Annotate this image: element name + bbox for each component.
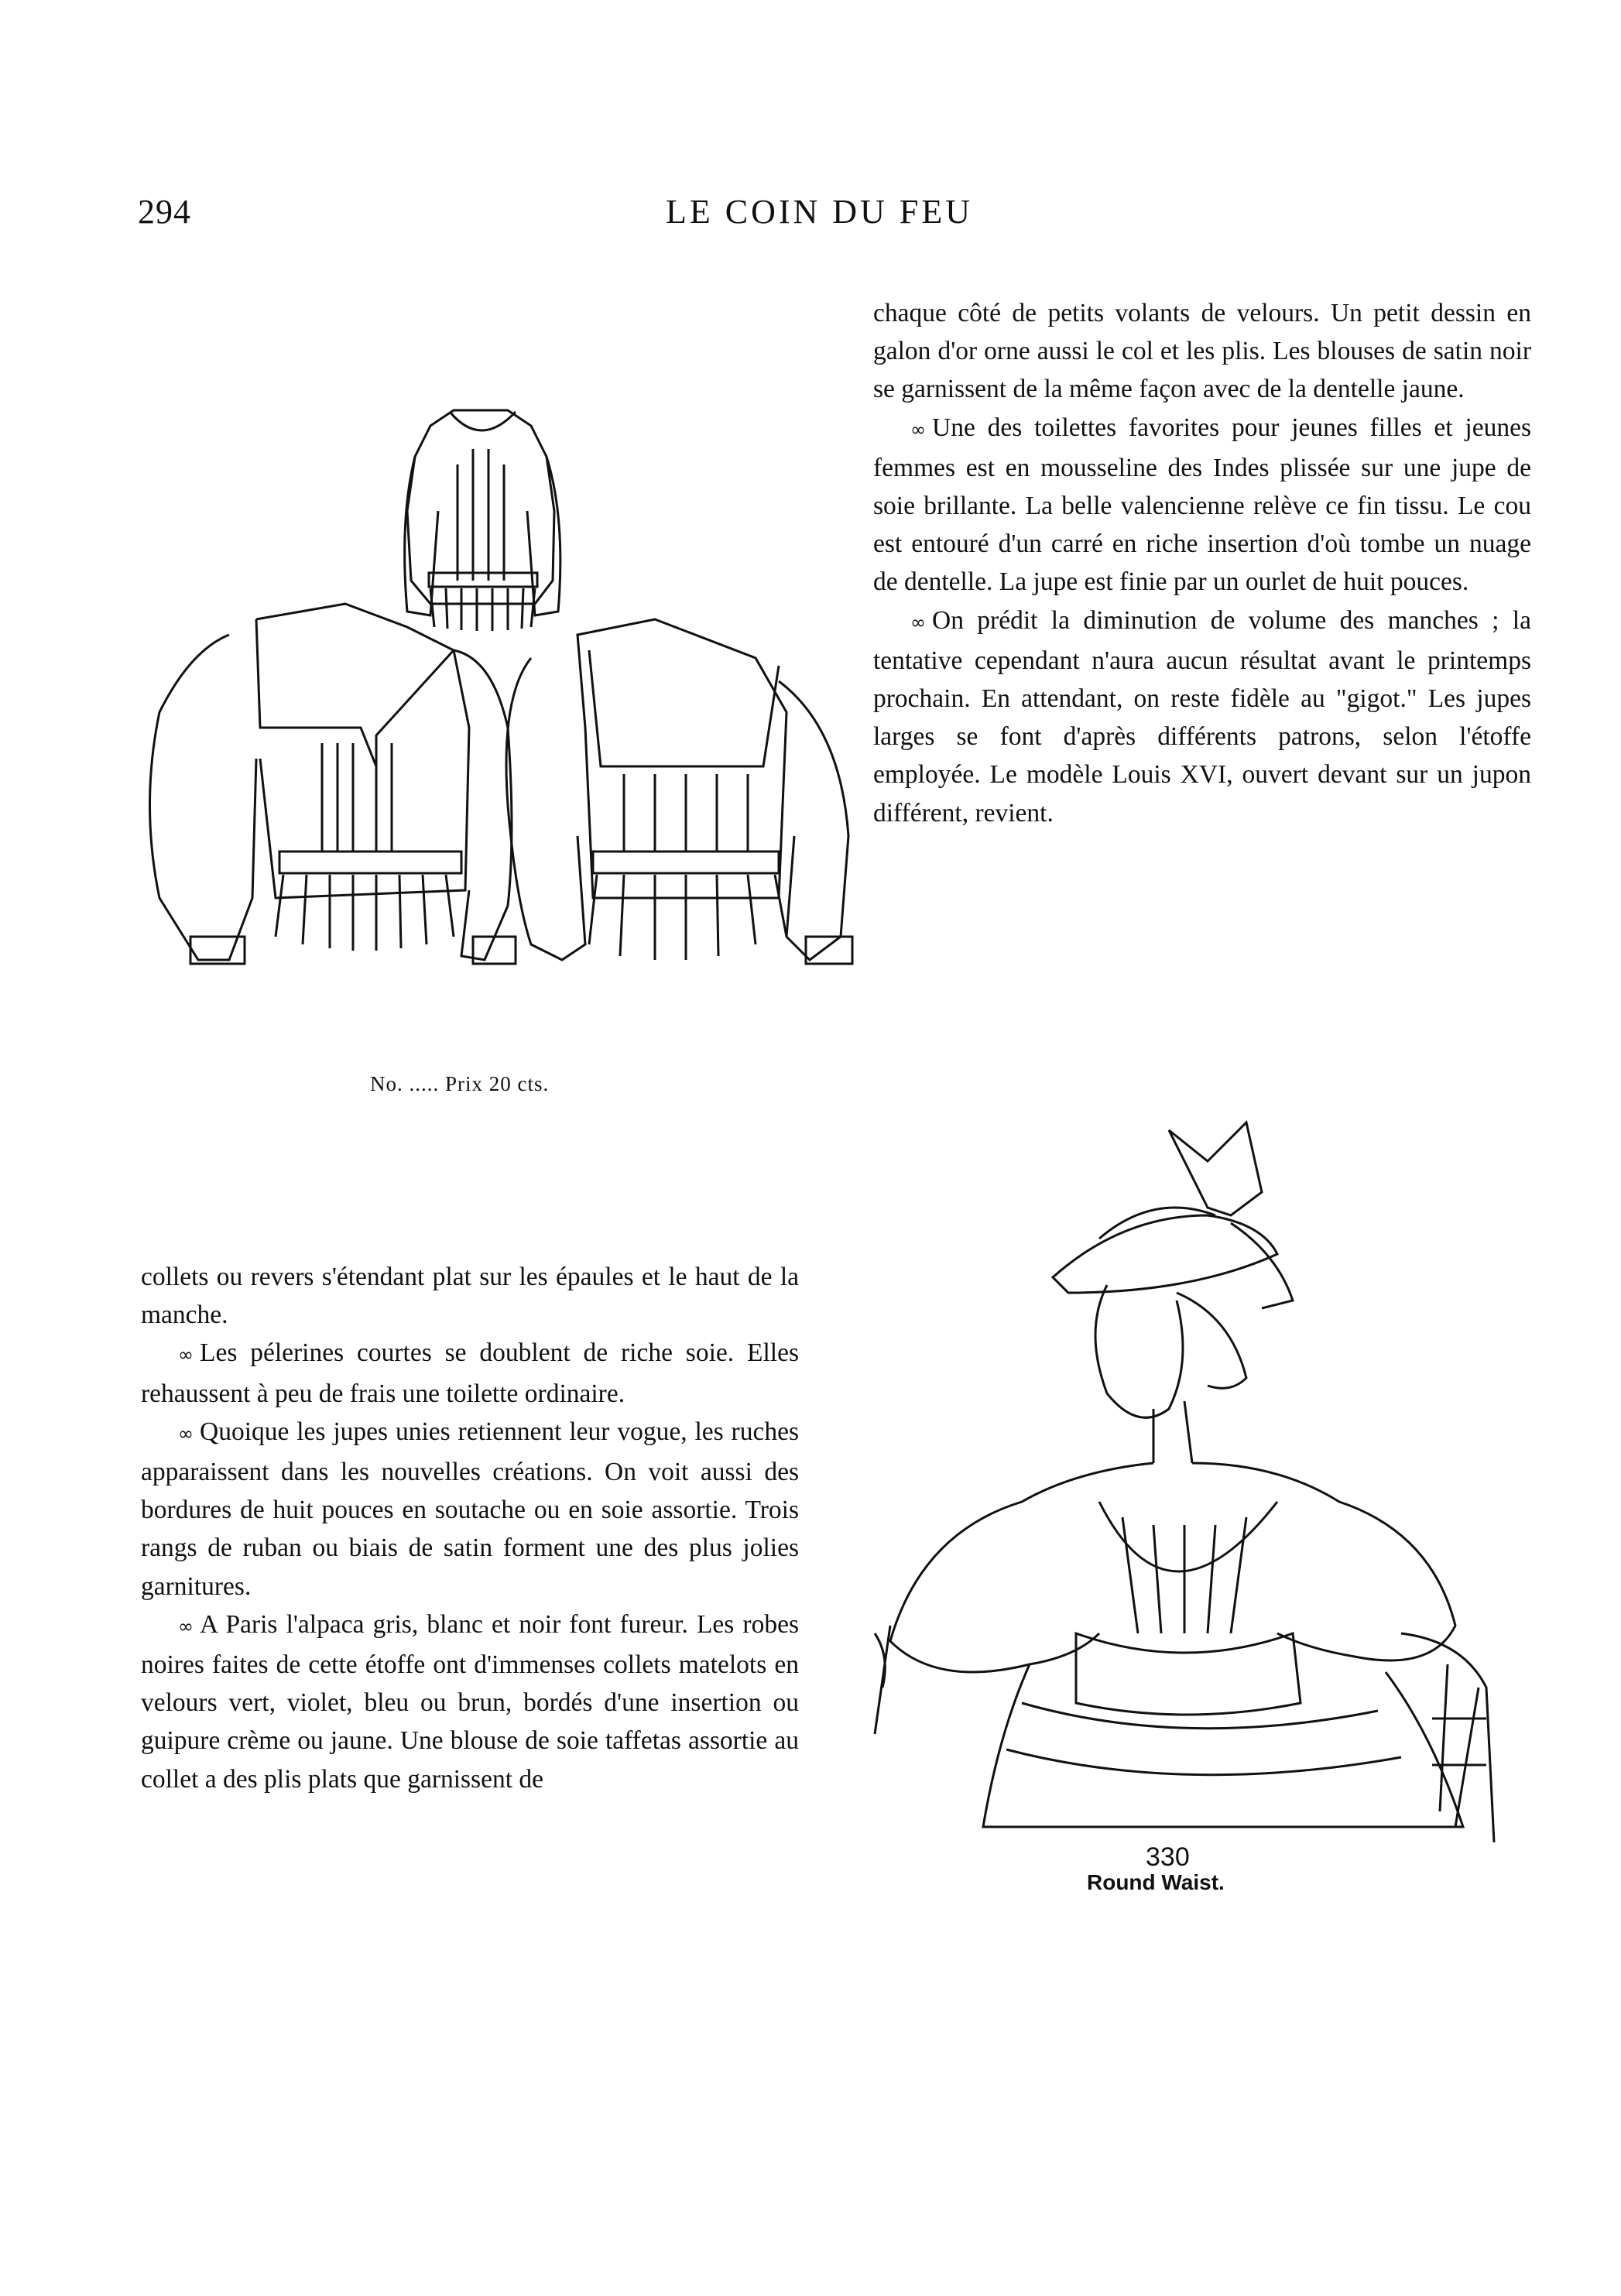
blouse-figure-caption: No. ..... Prix 20 cts. — [370, 1072, 550, 1095]
page-number: 294 — [138, 193, 191, 231]
ornament-icon: ∞ — [910, 418, 926, 440]
portrait-figure-title: Round Waist. — [1087, 1870, 1225, 1894]
running-title: LE COIN DU FEU — [666, 193, 973, 231]
chair-drawing — [1401, 1633, 1494, 1842]
ornament-icon: ∞ — [178, 1422, 194, 1444]
left-text-column — [141, 1258, 799, 1798]
paragraph: ∞ Quoique les jupes unies retiennent leur vogue, les ruches apparaissent dans les nouvelles créations. On voit aussi des bordures de huit pouces en soutache ou en soie assortie. Trois rangs de ruban ou biais de satin forment une des plus jolies garnitures. — [141, 1417, 799, 1601]
front-blouse-drawing — [150, 604, 516, 964]
ornament-icon: ∞ — [178, 1615, 194, 1637]
ornament-icon: ∞ — [178, 1344, 194, 1366]
portrait-figure-number: 330 — [1146, 1842, 1190, 1872]
paragraph: ∞ Une des toilettes favorites pour jeunes filles et jeunes femmes est en mousseline des Indes plissée sur une jupe de soie brillante. La belle valencienne relève ce fin tissu. Le cou est entouré d'un carré en riche insertion d'où tombe un nuage de dentelle. La jupe est finie par un ourlet de huit pouces. — [873, 413, 1531, 597]
face-drawing — [1095, 1285, 1246, 1463]
ornament-icon: ∞ — [910, 611, 926, 633]
blouse-pattern-illustration — [144, 403, 872, 1061]
right-text-column — [873, 294, 1531, 832]
paragraph: collets ou revers s'étendant plat sur les épaules et le haut de la manche. — [141, 1263, 799, 1330]
hat-drawing — [1053, 1122, 1293, 1308]
back-blouse-drawing — [506, 619, 852, 964]
fan-drawing — [875, 1626, 890, 1734]
small-blouse-drawing — [405, 410, 560, 631]
dress-drawing — [890, 1463, 1463, 1827]
round-waist-portrait-illustration — [844, 1099, 1564, 1866]
paragraph: ∞ A Paris l'alpaca gris, blanc et noir font fureur. Les robes noires faites de cette étoffe ont d'immenses collets matelots en velours vert, violet, bleu ou brun, bordés d'une insertion ou guipure crème ou jaune. Une blouse de soie taffetas assortie au collet a des plis plats que garnissent de — [141, 1609, 799, 1794]
paragraph: chaque côté de petits volants de velours. Un petit dessin en galon d'or orne aussi le col et les plis. Les blouses de satin noir se garnissent de la même façon avec de la dentelle jaune. — [873, 299, 1531, 404]
paragraph: ∞ On prédit la diminution de volume des manches ; la tentative cependant n'aura aucun résultat avant le printemps prochain. En attendant, on reste fidèle au "gigot." Les jupes larges se font d'après différents patrons, selon l'étoffe employée. Le modèle Louis XVI, ouvert devant sur un jupon différent, revient. — [873, 605, 1531, 828]
paragraph: ∞ Les pélerines courtes se doublent de riche soie. Elles rehaussent à peu de frais une toilette ordinaire. — [141, 1338, 799, 1408]
